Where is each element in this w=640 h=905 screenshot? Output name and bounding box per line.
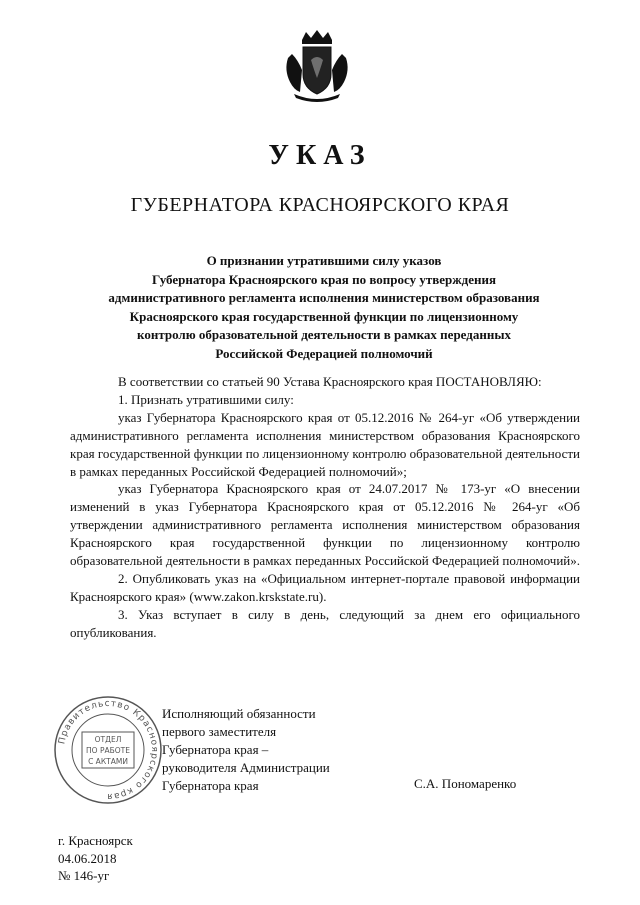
issue-date: 04.06.2018	[58, 850, 117, 866]
stamp-center-line: С АКТАМИ	[88, 757, 128, 766]
item-3-paragraph: 3. Указ вступает в силу в день, следующий за днем его официального опубликования.	[70, 606, 580, 640]
stamp-ring-text: Правительство Красноярского края	[57, 698, 160, 802]
item-1-paragraph: 1. Признать утратившими силу:	[118, 391, 294, 407]
signatory-position	[162, 705, 330, 795]
document-issuer: ГУБЕРНАТОРА КРАСНОЯРСКОГО КРАЯ	[130, 194, 510, 216]
position-line: Губернатора края	[162, 778, 259, 793]
item-2-paragraph: 2. Опубликовать указ на «Официальном интернет-портале правовой информации Красноярского края» (www.zakon.krskstate.ru).	[70, 570, 580, 604]
stamp-center-line: ПО РАБОТЕ	[86, 746, 130, 755]
document-body	[70, 373, 580, 642]
document-number: № 146-уг	[58, 868, 110, 883]
document-heading	[80, 252, 568, 364]
issue-city: г. Красноярск	[58, 833, 133, 848]
signer-name: С.А. Пономаренко	[414, 776, 517, 791]
coat-of-arms-emblem	[282, 30, 352, 102]
heading-line: Российской Федерацией полномочий	[215, 345, 433, 361]
position-line: Губернатора края –	[162, 742, 269, 757]
position-line: Исполняющий обязанности	[162, 706, 316, 721]
position-line: первого заместителя	[162, 724, 277, 739]
intro-paragraph: В соответствии со статьей 90 Устава Красноярского края ПОСТАНОВЛЯЮ:	[118, 374, 542, 389]
position-line: руководителя Администрации	[162, 760, 330, 775]
heading-line: Красноярского края государственной функции по лицензионному	[129, 308, 519, 324]
heading-line: административного регламента исполнения министерством образования	[108, 290, 540, 306]
heading-line: Губернатора Красноярского края по вопросу утверждения	[151, 271, 497, 287]
stamp-center-line: ОТДЕЛ	[94, 735, 122, 744]
heading-line: О признании утратившими силу указов	[206, 253, 442, 268]
repealed-decree-1: указ Губернатора Красноярского края от 05.12.2016 № 264-уг «Об утверждении административного регламента исполнения министерством образования Красноярского края государственной функции по лицензионному контролю образовательной деятельности в рамках переданных Российской Федерацией полномочий»;	[70, 409, 580, 479]
document-title: УКАЗ	[268, 140, 372, 171]
official-stamp	[52, 694, 164, 806]
document-footer	[58, 832, 133, 885]
heading-line: контролю образовательной деятельности в рамках переданных	[137, 327, 511, 343]
repealed-decree-2: указ Губернатора Красноярского края от 24.07.2017 № 173-уг «О внесении изменений в указ Губернатора Красноярского края от 05.12.2016 № 264-уг «Об утверждении административного регламента исполнения министерством образования Красноярского края государственной функции по лицензионному контролю образовательной деятельности в рамках переданных Российской Федерацией полномочий».	[70, 481, 580, 569]
